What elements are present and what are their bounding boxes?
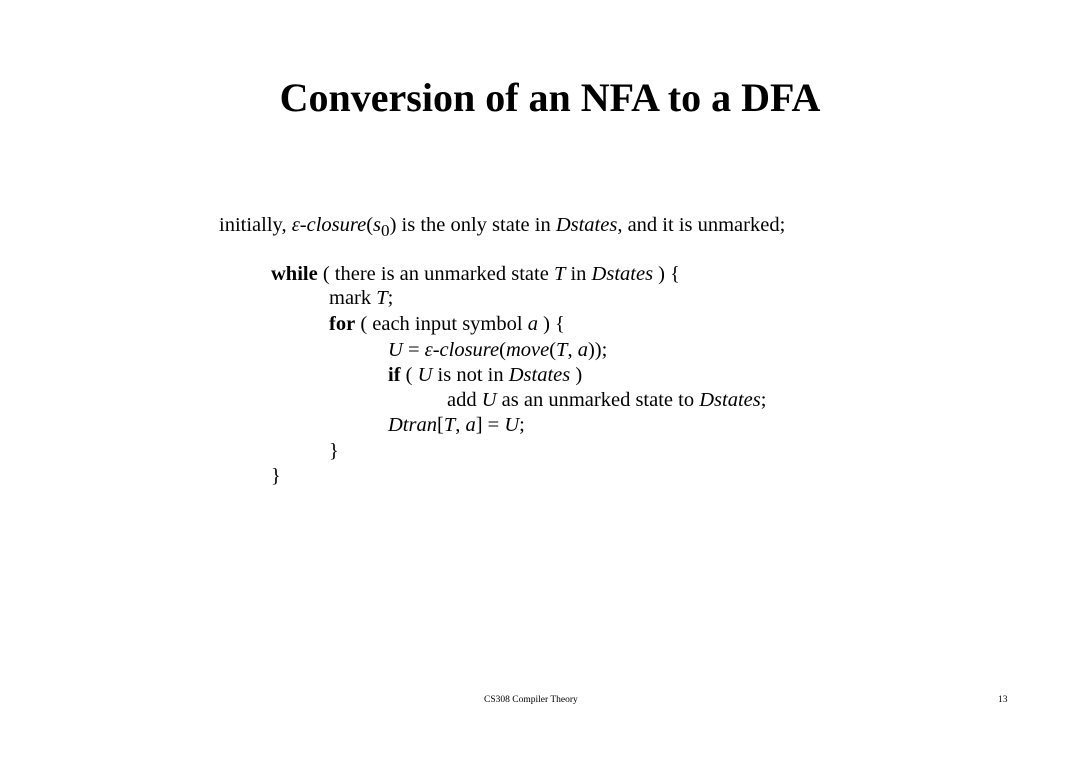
while-keyword: while — [271, 263, 318, 285]
for-text: ) { — [537, 313, 565, 335]
for-line — [329, 311, 565, 337]
move-term: move — [505, 339, 550, 361]
while-text: ( there is an unmarked state — [317, 263, 554, 285]
slide-title: Conversion of an NFA to a DFA — [279, 75, 821, 120]
dtran-line — [388, 412, 525, 438]
assign-line — [388, 337, 607, 363]
assign-text: ( — [549, 339, 557, 361]
u-var: U — [417, 364, 433, 386]
u-var: U — [481, 389, 497, 411]
assign-text: , — [567, 339, 578, 361]
state-t-var: T — [553, 263, 566, 285]
mark-text: mark — [329, 287, 377, 309]
init-text: initially, — [219, 214, 292, 236]
u-var: U — [388, 339, 403, 361]
state-t-var: T — [443, 414, 456, 436]
if-keyword: if — [388, 364, 401, 386]
if-text: is not in — [432, 364, 509, 386]
epsilon-closure-term: ε-closure — [291, 214, 367, 236]
assign-text: )); — [587, 339, 608, 361]
init-line — [219, 212, 785, 244]
footer-page-number: 13 — [998, 695, 1008, 705]
start-state-subscript: 0 — [381, 221, 390, 241]
if-text: ) — [570, 364, 583, 386]
add-text: add — [447, 389, 482, 411]
add-text: ; — [760, 389, 767, 411]
dstates-term: Dstates — [591, 263, 654, 285]
mark-text: ; — [387, 287, 394, 309]
for-text: ( each input symbol — [355, 313, 528, 335]
dtran-text: ; — [519, 414, 525, 436]
while-close-brace: } — [271, 465, 281, 487]
for-keyword: for — [329, 313, 356, 335]
start-state-var: s — [373, 214, 382, 236]
dstates-term: Dstates — [555, 214, 618, 236]
add-text: as an unmarked state to — [496, 389, 700, 411]
u-var: U — [504, 414, 520, 436]
symbol-a-var: a — [465, 414, 476, 436]
dstates-term: Dstates — [508, 364, 571, 386]
init-text: ) is the only state in — [389, 214, 556, 236]
dtran-text: , — [455, 414, 466, 436]
mark-line — [329, 285, 393, 311]
dtran-text: [ — [436, 414, 444, 436]
footer-course: CS308 Compiler Theory — [484, 695, 578, 705]
assign-text: = — [402, 339, 425, 361]
state-t-var: T — [556, 339, 568, 361]
for-close-brace: } — [329, 440, 339, 462]
add-line — [447, 387, 766, 413]
while-line — [271, 261, 680, 287]
state-t-var: T — [376, 287, 388, 309]
init-paren: ( — [366, 214, 374, 236]
symbol-a-var: a — [577, 339, 588, 361]
epsilon-closure-term: ε-closure — [424, 339, 500, 361]
while-text: ) { — [653, 263, 680, 285]
if-line — [388, 362, 582, 388]
while-text: in — [565, 263, 592, 285]
dtran-text: ] = — [475, 414, 505, 436]
symbol-a-var: a — [527, 313, 538, 335]
dstates-term: Dstates — [699, 389, 761, 411]
if-text: ( — [400, 364, 418, 386]
init-text: , and it is unmarked; — [617, 214, 786, 236]
dtran-term: Dtran — [388, 414, 437, 436]
assign-text: ( — [499, 339, 506, 361]
